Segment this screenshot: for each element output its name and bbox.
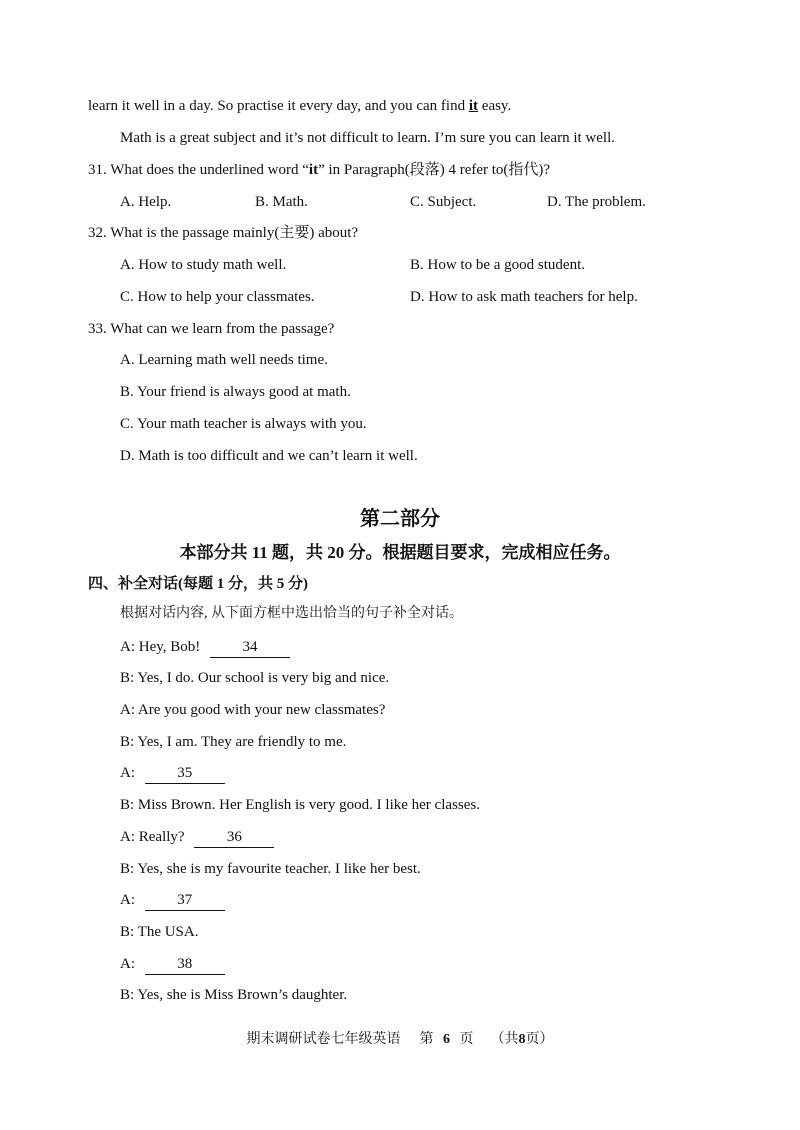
option-32-b[interactable]: B. How to be a good student. bbox=[410, 257, 585, 273]
dialogue-line bbox=[120, 954, 225, 975]
footer-page-prefix: 第 bbox=[419, 1032, 434, 1047]
stem-text: ” in Paragraph(段落) 4 refer to(指代)? bbox=[318, 162, 551, 178]
dialogue-line: B: Yes, I do. Our school is very big and nice. bbox=[120, 670, 390, 686]
dialogue-line bbox=[120, 827, 274, 848]
question-31-stem bbox=[88, 160, 550, 180]
stem-text: 31. What does the underlined word “ bbox=[88, 162, 309, 178]
question-32-stem: 32. What is the passage mainly(主要) about? bbox=[88, 225, 359, 241]
stem-keyword: it bbox=[308, 162, 319, 178]
blank-34[interactable]: 34 bbox=[210, 637, 290, 658]
passage-line: Math is a great subject and it’s not difficult to learn. I’m sure you can learn it well. bbox=[120, 130, 615, 146]
option-33-a[interactable]: A. Learning math well needs time. bbox=[120, 352, 328, 368]
dialogue-line bbox=[120, 637, 290, 658]
option-33-d[interactable]: D. Math is too difficult and we can’t learn it well. bbox=[120, 448, 418, 464]
footer-page-suffix: 页 bbox=[459, 1032, 474, 1047]
underlined-word: it bbox=[468, 98, 479, 114]
blank-35[interactable]: 35 bbox=[145, 763, 225, 784]
option-31-a[interactable]: A. Help. bbox=[120, 194, 172, 210]
footer-total-number: 8 bbox=[518, 1032, 526, 1047]
passage-line bbox=[88, 96, 511, 116]
option-31-d[interactable]: D. The problem. bbox=[547, 194, 646, 210]
passage-text: learn it well in a day. So practise it every day, and you can find bbox=[88, 98, 469, 114]
section-instruction: 根据对话内容, 从下面方框中选出恰当的句子补全对话。 bbox=[120, 606, 463, 621]
dialogue-line: A: Are you good with your new classmates? bbox=[120, 702, 386, 718]
page-footer bbox=[0, 1031, 800, 1049]
footer-total-suffix: 页） bbox=[525, 1032, 554, 1047]
dialogue-line bbox=[120, 890, 225, 911]
blank-37[interactable]: 37 bbox=[145, 890, 225, 911]
option-32-a[interactable]: A. How to study math well. bbox=[120, 257, 287, 273]
dialogue-line: B: Yes, I am. They are friendly to me. bbox=[120, 734, 347, 750]
dialogue-text: A: Really? bbox=[120, 829, 185, 845]
footer-exam-title: 期末调研试卷七年级英语 bbox=[246, 1032, 401, 1047]
option-32-d[interactable]: D. How to ask math teachers for help. bbox=[410, 289, 638, 305]
part-subtitle: 本部分共 11 题，共 20 分。根据题目要求，完成相应任务。 bbox=[179, 543, 621, 562]
option-31-b[interactable]: B. Math. bbox=[255, 194, 308, 210]
blank-36[interactable]: 36 bbox=[194, 827, 274, 848]
dialogue-text: A: bbox=[120, 765, 135, 781]
dialogue-line: B: Yes, she is Miss Brown’s daughter. bbox=[120, 987, 348, 1003]
question-33-stem: 33. What can we learn from the passage? bbox=[88, 321, 335, 337]
blank-38[interactable]: 38 bbox=[145, 954, 225, 975]
footer-page-number: 6 bbox=[443, 1032, 450, 1047]
dialogue-line bbox=[120, 763, 225, 784]
option-33-c[interactable]: C. Your math teacher is always with you. bbox=[120, 416, 367, 432]
dialogue-line: B: Yes, she is my favourite teacher. I like her best. bbox=[120, 861, 421, 877]
option-32-c[interactable]: C. How to help your classmates. bbox=[120, 289, 315, 305]
option-33-b[interactable]: B. Your friend is always good at math. bbox=[120, 384, 351, 400]
section-heading: 四、补全对话(每题 1 分，共 5 分) bbox=[88, 576, 308, 592]
part-title: 第二部分 bbox=[360, 508, 440, 530]
dialogue-text: A: bbox=[120, 956, 135, 972]
option-31-c[interactable]: C. Subject. bbox=[410, 194, 477, 210]
dialogue-text: A: Hey, Bob! bbox=[120, 639, 201, 655]
dialogue-line: B: Miss Brown. Her English is very good. I like her classes. bbox=[120, 797, 480, 813]
dialogue-text: A: bbox=[120, 892, 135, 908]
dialogue-line: B: The USA. bbox=[120, 924, 199, 940]
passage-text: easy. bbox=[478, 98, 512, 114]
footer-total-prefix: （共 bbox=[490, 1032, 519, 1047]
